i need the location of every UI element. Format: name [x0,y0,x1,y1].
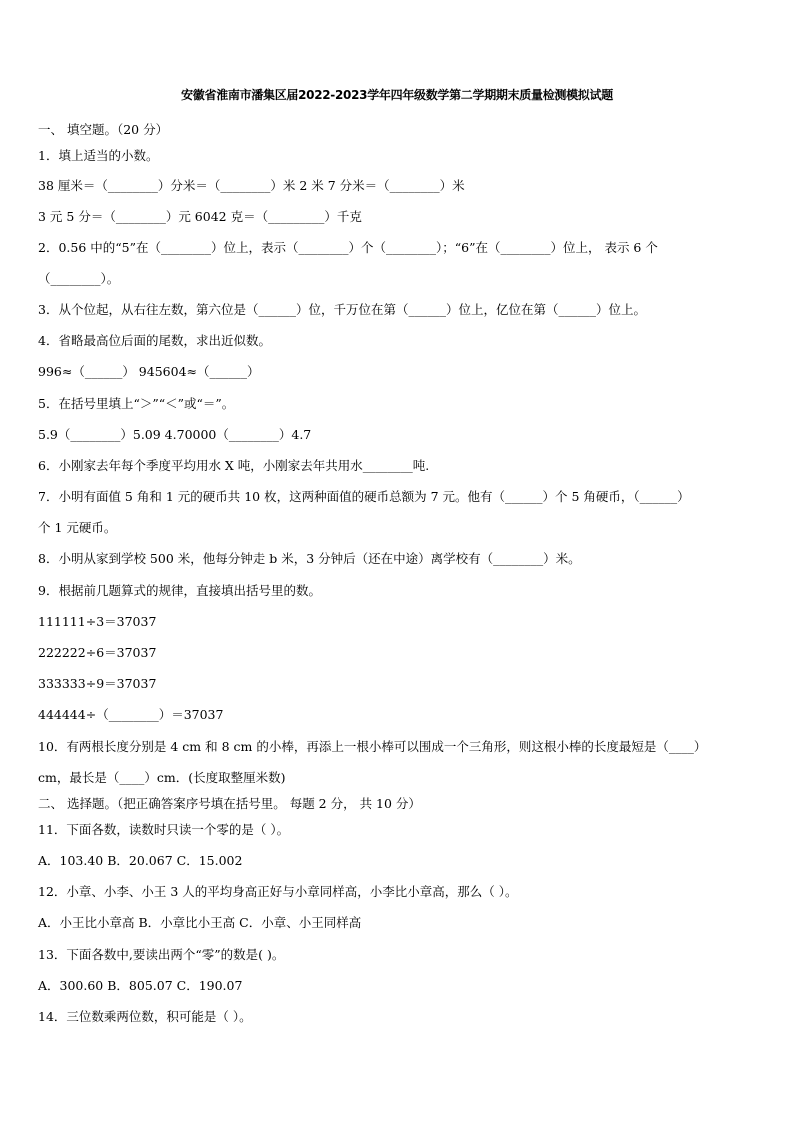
question-8: 8．小明从家到学校 500 米，他每分钟走 b 米，3 分钟后（还在中途）离学校有（________）米。 [38,551,581,566]
question-11: 11．下面各数，读数时只读一个零的是（ ）。 [38,822,290,837]
question-1-line-2: 3 元 5 分＝（________）元 6042 克＝（_________）千克 [38,209,362,224]
exam-title: 安徽省淮南市潘集区届2022-2023学年四年级数学第二学期期末质量检测模拟试题 [181,88,613,102]
question-14: 14．三位数乘两位数，积可能是（ ）。 [38,1009,252,1024]
question-5-line: 5.9（________）5.09 4.70000（________）4.7 [38,427,312,442]
question-1: 1．填上适当的小数。 [38,148,159,163]
question-10-cont: cm，最长是（____）cm．(长度取整厘米数) [38,770,286,785]
question-13-options: A．300.60 B．805.07 C．190.07 [38,978,243,993]
question-9-eq-2: 222222÷6＝37037 [38,645,157,660]
question-3: 3．从个位起，从右往左数，第六位是（______）位，千万位在第（______）位上，亿位在第（______）位上。 [38,302,646,317]
question-7: 7．小明有面值 5 角和 1 元的硬币共 10 枚，这两种面值的硬币总额为 7 元。他有（______）个 5 角硬币，（______） [38,489,690,504]
question-4-line: 996≈（______） 945604≈（______） [38,364,260,379]
section-2-heading: 二、 选择题。（把正确答案序号填在括号里。 每题 2 分， 共 10 分） [38,796,421,811]
question-9-eq-3: 333333÷9＝37037 [38,676,157,691]
question-9-eq-4: 444444÷（________）＝37037 [38,707,224,722]
question-5: 5．在括号里填上“＞”“＜”或“＝”。 [38,396,235,411]
question-4: 4．省略最高位后面的尾数，求出近似数。 [38,333,271,348]
question-12: 12．小章、小李、小王 3 人的平均身高正好与小章同样高，小李比小章高，那么（ ）。 [38,884,518,899]
question-9-eq-1: 111111÷3＝37037 [38,614,157,629]
question-2: 2．0.56 中的“5”在（________）位上，表示（________）个（________）；“6”在（________）位上， 表示 6 个 [38,240,658,255]
question-11-options: A．103.40 B．20.067 C．15.002 [38,853,243,868]
section-1-heading: 一、 填空题。（20 分） [38,122,169,137]
question-10: 10．有两根长度分别是 4 cm 和 8 cm 的小棒，再添上一根小棒可以围成一个三角形，则这根小棒的长度最短是（____） [38,739,707,754]
question-7-cont: 个 1 元硬币。 [38,520,117,535]
question-12-options: A．小王比小章高 B．小章比小王高 C．小章、小王同样高 [38,915,362,930]
question-2-cont: （________）。 [38,271,120,286]
question-1-line-1: 38 厘米＝（________）分米＝（________）米 2 米 7 分米＝（________）米 [38,178,465,193]
question-6: 6．小刚家去年每个季度平均用水 X 吨，小刚家去年共用水________吨. [38,458,430,473]
question-9: 9．根据前几题算式的规律，直接填出括号里的数。 [38,583,321,598]
question-13: 13．下面各数中,要读出两个“零”的数是( )。 [38,947,285,962]
